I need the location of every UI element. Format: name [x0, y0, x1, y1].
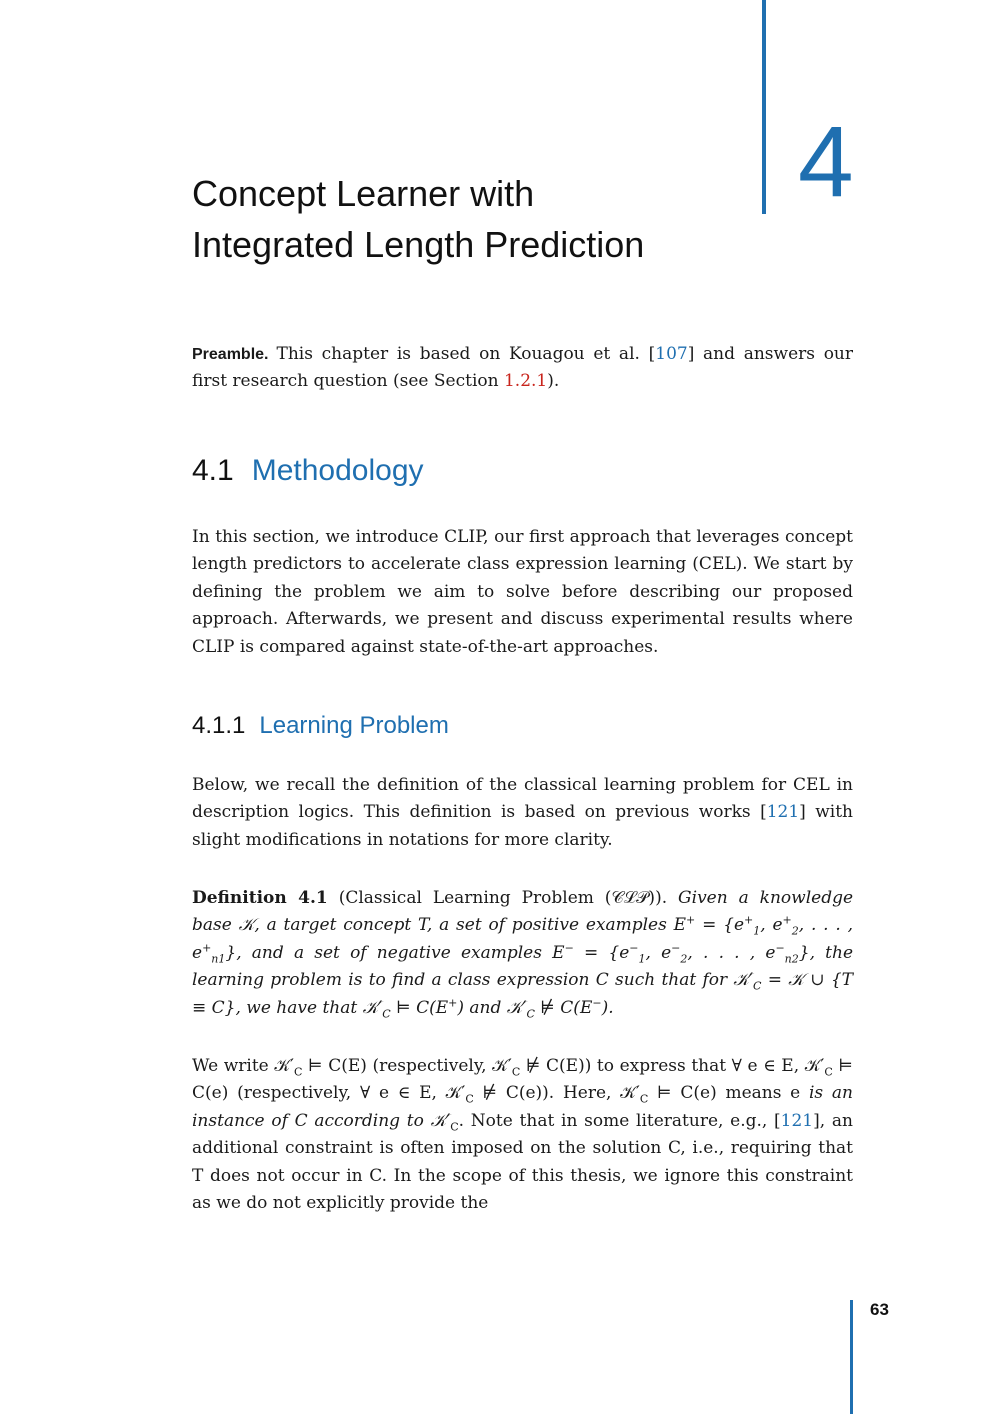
definition-text: Given a knowledge base 𝒦, a target concept T, a set of positive examples E: [192, 888, 854, 936]
notation-paragraph: [192, 1053, 853, 1217]
learning-problem-paragraph: [192, 772, 853, 854]
subscript: C: [511, 1065, 521, 1079]
preamble-paragraph: [192, 341, 853, 396]
definition-text: , e: [645, 942, 672, 963]
chapter-accent-rule: [762, 0, 766, 214]
definition-block: [192, 885, 853, 1022]
subscript: 1: [753, 924, 761, 938]
definition-text: ) and 𝒦′: [457, 997, 527, 1018]
page-number: 63: [870, 1300, 889, 1319]
paragraph-text: ⊭ C(e)). Here, 𝒦′: [473, 1083, 640, 1104]
italic-text: is an instance of C according to 𝒦′: [192, 1083, 853, 1131]
definition-text: ⊭ C(E: [534, 997, 593, 1018]
paragraph-text: We write 𝒦′: [192, 1056, 294, 1076]
paragraph-text: ⊨ C(e) means e: [648, 1083, 809, 1104]
subscript: C: [639, 1092, 649, 1106]
paragraph-text: ⊭ C(E)) to express that ∀ e ∈ E, 𝒦′: [520, 1056, 825, 1076]
subsection-heading: [192, 711, 449, 741]
definition-name: (Classical Learning Problem (𝒞ℒ𝒫)).: [338, 888, 668, 908]
section-heading: [192, 452, 424, 490]
subscript: C: [824, 1065, 833, 1079]
definition-label: Definition 4.1: [192, 888, 328, 908]
subscript: C: [382, 1007, 391, 1021]
learning-problem-text-after: ] with slight modifications in notations for more clarity.: [192, 802, 853, 850]
subscript: n1: [211, 952, 226, 966]
definition-text: = 𝒦 ∪ {T ≡ C}, we have that 𝒦′: [192, 970, 853, 1018]
methodology-paragraph: In this section, we introduce CLIP, our first approach that leverages concept length predictors to accelerate class expression learning (CEL). We start by defining the problem we aim to solve before describing our proposed approach. Afterwards, we present and discuss experimental results where CLIP is compared against state-of-the-art approaches.: [192, 527, 853, 657]
preamble-text-after: ).: [547, 371, 560, 392]
preamble-text-before: This chapter is based on Kouagou et al. [: [276, 344, 656, 364]
superscript: +: [448, 995, 458, 1009]
section-reference-link[interactable]: 1.2.1: [503, 371, 548, 392]
subscript: C: [465, 1092, 474, 1106]
superscript: +: [202, 941, 212, 955]
definition-text: }, the learning problem is to find a class expression C such that for 𝒦′: [192, 942, 854, 991]
paragraph-text: . Note that in some literature, e.g., [: [458, 1110, 781, 1131]
learning-problem-text-before: Below, we recall the definition of the classical learning problem for CEL in description logics. This definition is based on previous works [: [192, 775, 853, 823]
subscript: n2: [784, 952, 799, 966]
definition-text: , e: [760, 915, 783, 936]
paragraph-text: ⊨ C(e) (respectively, ∀ e ∈ E, 𝒦′: [192, 1056, 853, 1104]
subscript: C: [293, 1065, 303, 1079]
superscript: −: [629, 941, 639, 955]
subscript: C: [526, 1007, 535, 1021]
citation-link[interactable]: 121: [780, 1110, 814, 1131]
definition-text: , . . . , e: [192, 915, 853, 963]
subsection-number: 4.1.1: [192, 712, 246, 739]
chapter-number: 4: [798, 106, 854, 218]
preamble-text-middle: ] and answers our first research question (see Section: [192, 344, 854, 392]
definition-text: = {e: [695, 915, 745, 936]
superscript: +: [744, 913, 754, 927]
superscript: −: [592, 995, 602, 1009]
chapter-title-line-1: Concept Learner with: [192, 173, 535, 214]
subscript: 2: [791, 924, 799, 938]
superscript: +: [686, 913, 696, 927]
superscript: −: [775, 941, 785, 955]
subsection-title: Learning Problem: [259, 712, 449, 739]
citation-link[interactable]: 121: [766, 802, 800, 823]
definition-text: ).: [601, 997, 614, 1018]
subscript: 2: [680, 952, 688, 966]
section-title: Methodology: [251, 454, 424, 487]
citation-link[interactable]: 107: [655, 344, 688, 364]
definition-text: }, and a set of negative examples E: [225, 942, 565, 963]
paragraph-text: ⊨ C(E) (respectively, 𝒦′: [302, 1056, 512, 1076]
superscript: −: [671, 941, 681, 955]
chapter-title-line-2: Integrated Length Prediction: [192, 224, 645, 265]
subscript: C: [450, 1120, 459, 1134]
definition-text: ⊨ C(E: [390, 997, 449, 1018]
page-number-rule: [850, 1300, 853, 1414]
definition-text: , . . . , e: [687, 942, 776, 963]
section-number: 4.1: [192, 454, 234, 487]
preamble-lead: Preamble.: [192, 346, 269, 363]
subscript: C: [753, 979, 762, 993]
definition-text: = {e: [573, 942, 630, 963]
superscript: +: [782, 913, 792, 927]
chapter-title: [192, 168, 752, 270]
paragraph-text: ], an additional constraint is often imposed on the solution C, i.e., requiring that T does not occur in C. In the scope of this thesis, we ignore this constraint as we do not explicitly provide the: [192, 1110, 853, 1214]
superscript: −: [564, 941, 574, 955]
subscript: 1: [638, 952, 646, 966]
